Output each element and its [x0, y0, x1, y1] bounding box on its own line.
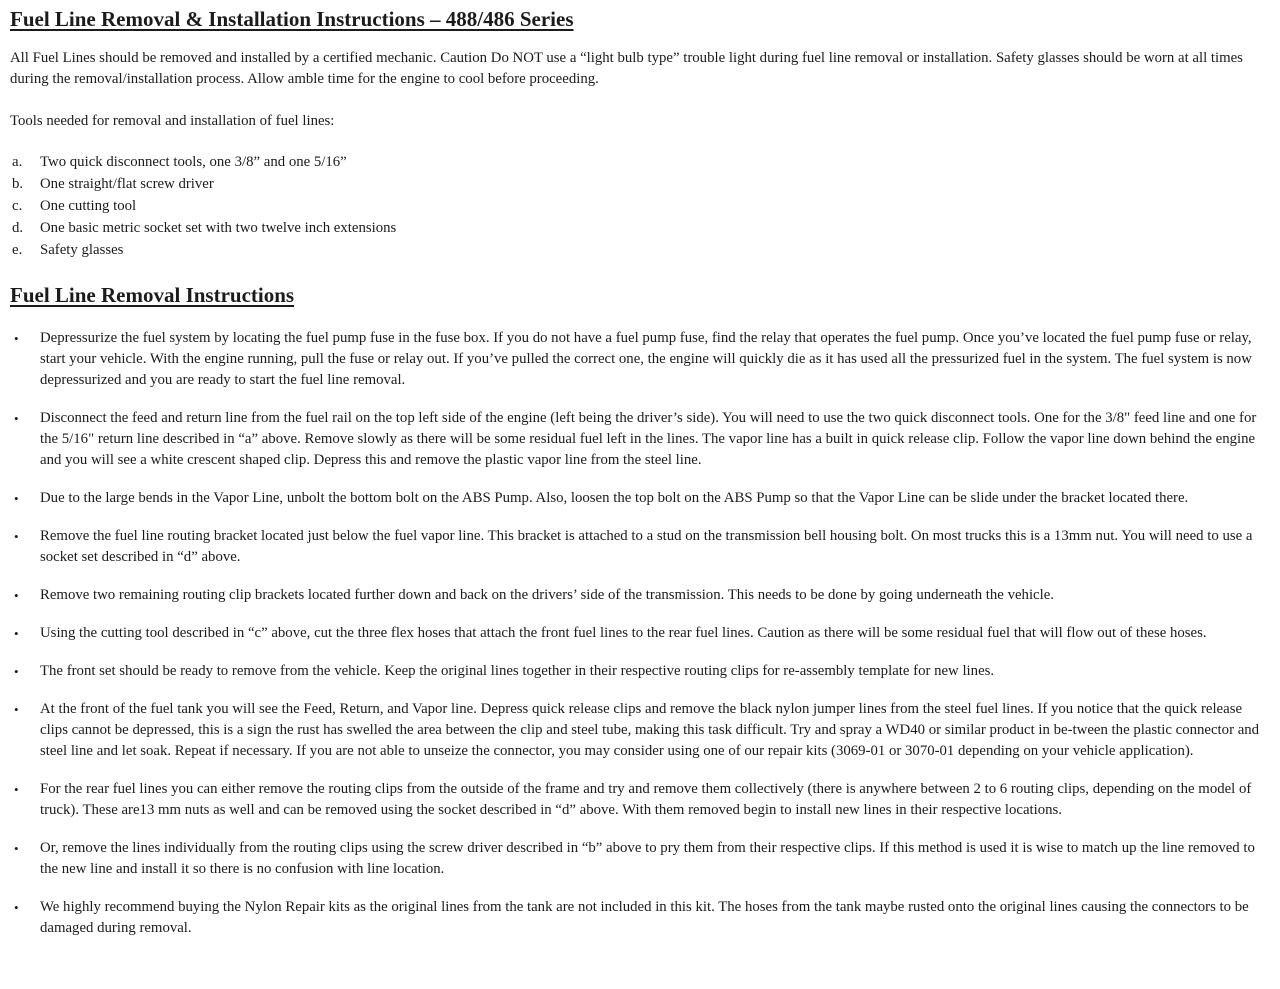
tool-item-e — [10, 239, 1266, 261]
tool-item-text: One cutting tool — [40, 198, 137, 214]
step-item — [10, 897, 1266, 939]
bullet-icon: • — [14, 782, 19, 797]
bullet-icon: • — [14, 529, 19, 544]
tools-list — [10, 151, 1266, 261]
tool-item-text: One basic metric socket set with two twelve inch extensions — [40, 220, 397, 236]
step-item — [10, 661, 1266, 682]
bullet-icon: • — [14, 411, 19, 426]
tool-item-a — [10, 151, 1266, 173]
step-text: Due to the large bends in the Vapor Line, unbolt the bottom bolt on the ABS Pump. Also, loosen the top bolt on the ABS Pump so that the Vapor Line can be slide under the bracket located there. — [40, 490, 1189, 506]
tool-item-text: Two quick disconnect tools, one 3/8” and one 5/16” — [40, 154, 347, 170]
bullet-icon: • — [14, 841, 19, 856]
list-marker: e. — [12, 242, 23, 258]
step-item — [10, 699, 1266, 762]
step-text: We highly recommend buying the Nylon Repair kits as the original lines from the tank are not included in this kit. The hoses from the tank maybe rusted onto the original lines causing the connectors to be damaged during removal. — [40, 899, 1249, 936]
step-text: Or, remove the lines individually from the routing clips using the screw driver described in “b” above to pry them from their respective clips. If this method is used it is wise to match up the line removed to the new line and install it so there is no confusion with line location. — [40, 840, 1255, 877]
step-item — [10, 526, 1266, 568]
step-text: The front set should be ready to remove from the vehicle. Keep the original lines together in their respective routing clips for re-assembly template for new lines. — [40, 663, 995, 679]
step-text: Disconnect the feed and return line from the fuel rail on the top left side of the engine (left being the driver’s side). You will need to use the two quick disconnect tools. One for the 3/8" feed line and one for the 5/16" return line described in “a” above. Remove slowly as there will be some residual fuel left in the lines. The vapor line has a built in quick release clip. Follow the vapor line down behind the engine and you will see a white crescent shaped clip. Depress this and remove the plastic vapor line from the steel line. — [40, 410, 1257, 468]
bullet-icon: • — [14, 588, 19, 603]
list-marker: a. — [12, 154, 23, 170]
step-text: Remove two remaining routing clip brackets located further down and back on the drivers’ side of the transmission. This needs to be done by going underneath the vehicle. — [40, 587, 1054, 603]
step-item — [10, 623, 1266, 644]
step-text: Depressurize the fuel system by locating the fuel pump fuse in the fuse box. If you do not have a fuel pump fuse, find the relay that operates the fuel pump. Once you’ve located the fuel pump fuse or relay, start your vehicle. With the engine running, pull the fuse or relay out. If you’ve pulled the correct one, the engine will quickly die as it has used all the pressurized fuel in the system. The fuel system is now depressurized and you are ready to start the fuel line removal. — [40, 330, 1252, 388]
bullet-icon: • — [14, 702, 19, 717]
tool-item-b — [10, 173, 1266, 195]
step-item — [10, 779, 1266, 821]
tool-item-text: Safety glasses — [40, 242, 124, 258]
section-title: Fuel Line Removal Instructions — [10, 283, 295, 307]
step-text: At the front of the fuel tank you will see the Feed, Return, and Vapor line. Depress quick release clips and remove the black nylon jumper lines from the steel fuel lines. If you notice that the quick release clips cannot be depressed, this is a sign the rust has swelled the area between the clip and steel tube, making this task difficult. Try and spray a WD40 or similar product in be-tween the plastic connector and steel line and let soak. Repeat if necessary. If you are not able to unseize the connector, you may consider using one of our repair kits (3069-01 or 3070-01 depending on your vehicle application). — [40, 701, 1260, 759]
step-text: Remove the fuel line routing bracket located just below the fuel vapor line. This bracket is attached to a stud on the transmission bell housing bolt. On most trucks this is a 13mm nut. You will need to use a socket set described in “d” above. — [40, 528, 1253, 565]
tool-item-c — [10, 195, 1266, 217]
steps-list — [10, 328, 1266, 939]
tools-intro-text: Tools needed for removal and installation of fuel lines: — [10, 113, 335, 129]
bullet-icon: • — [14, 491, 19, 506]
tool-item-d — [10, 217, 1266, 239]
step-item — [10, 328, 1266, 391]
step-item — [10, 838, 1266, 880]
intro-paragraph: All Fuel Lines should be removed and installed by a certified mechanic. Caution Do NOT use a “light bulb type” trouble light during fuel line removal or installation. Safety glasses should be worn at all times during the removal/installation process. Allow amble time for the engine to cool before proceeding. — [10, 50, 1243, 87]
list-marker: d. — [12, 220, 24, 236]
step-item — [10, 488, 1266, 509]
step-item — [10, 408, 1266, 471]
list-marker: b. — [12, 176, 24, 192]
bullet-icon: • — [14, 626, 19, 641]
list-marker: c. — [12, 198, 23, 214]
page-title: Fuel Line Removal & Installation Instructions – 488/486 Series — [10, 7, 574, 31]
bullet-icon: • — [14, 900, 19, 915]
step-text: Using the cutting tool described in “c” above, cut the three flex hoses that attach the front fuel lines to the rear fuel lines. Caution as there will be some residual fuel that will flow out of these hoses. — [40, 625, 1207, 641]
step-item — [10, 585, 1266, 606]
step-text: For the rear fuel lines you can either remove the routing clips from the outside of the frame and try and remove them collectively (there is anywhere between 2 to 6 routing clips, depending on the model of truck). These are13 mm nuts as well and can be removed using the socket described in “d” above. With them removed begin to install new lines in their respective locations. — [40, 781, 1252, 818]
bullet-icon: • — [14, 664, 19, 679]
bullet-icon: • — [14, 331, 19, 346]
tool-item-text: One straight/flat screw driver — [40, 176, 214, 192]
